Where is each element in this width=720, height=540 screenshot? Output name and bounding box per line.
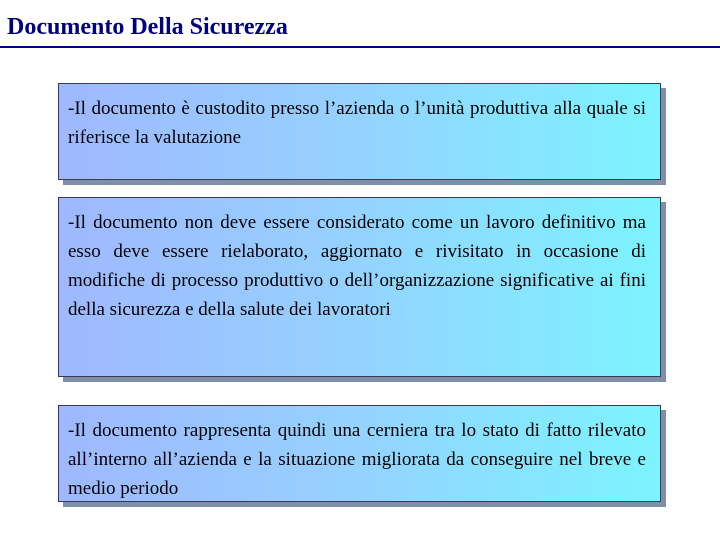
title-underline (0, 46, 720, 48)
text-box-custody (58, 83, 661, 180)
text-box-custody-text: -Il documento è custodito presso l’azienda o l’unità produttiva alla quale si riferisce la valutazione (68, 98, 646, 148)
text-box-revision (58, 197, 661, 377)
text-box-hinge (58, 405, 661, 502)
slide-title: Documento Della Sicurezza (7, 14, 288, 40)
text-box-hinge-text: -Il documento rappresenta quindi una cerniera tra lo stato di fatto rilevato all’interno all’azienda e la situazione migliorata da conseguire nel breve e medio periodo (68, 420, 646, 499)
text-box-revision-text: -Il documento non deve essere considerato come un lavoro definitivo ma esso deve essere rielaborato, aggiornato e rivisitato in occasione di modifiche di processo produttivo o dell’organizzazione significative ai fini della sicurezza e della salute dei lavoratori (68, 212, 646, 320)
